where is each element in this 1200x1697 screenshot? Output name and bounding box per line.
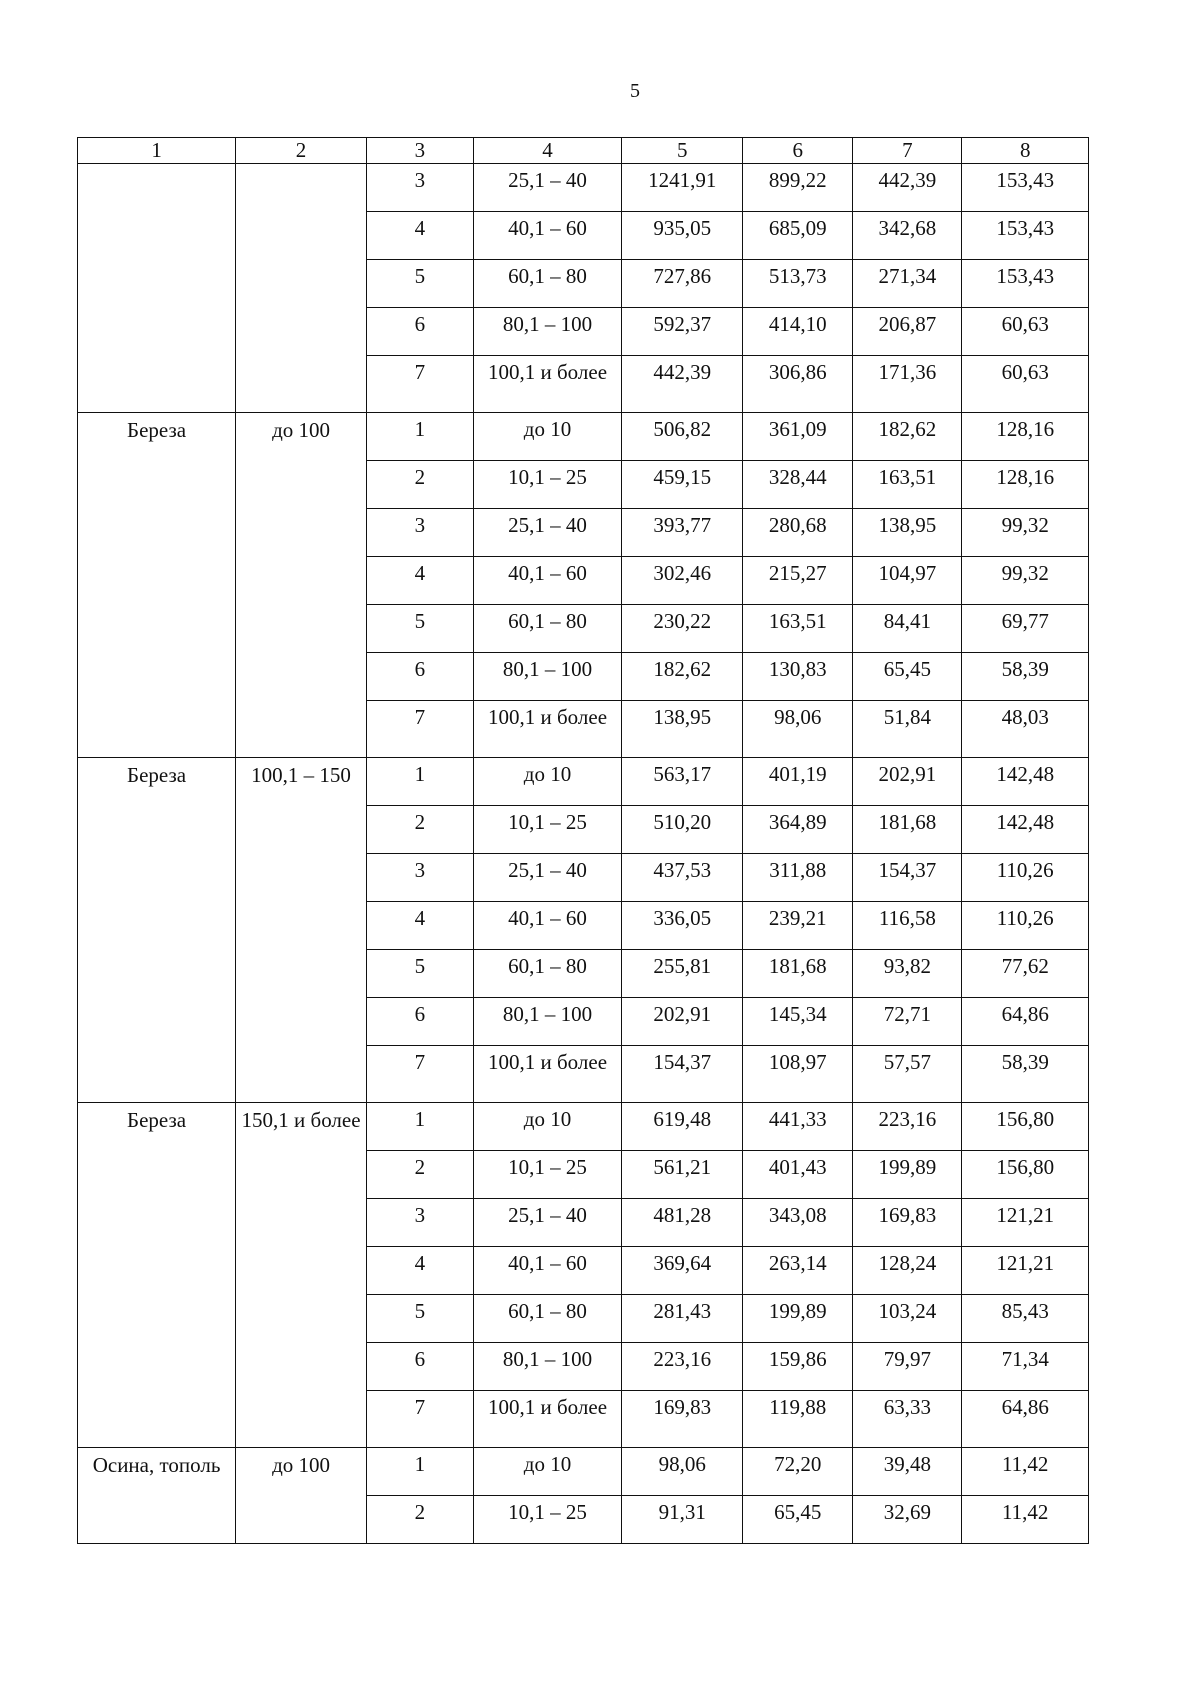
- class-number-cell: 6: [366, 998, 473, 1046]
- diameter-range-cell: 150,1 и более: [236, 1103, 367, 1448]
- value-col7-cell: 442,39: [853, 164, 962, 212]
- height-range-cell: 100,1 и более: [473, 701, 621, 758]
- value-col8-cell: 128,16: [962, 413, 1089, 461]
- height-range-cell: 10,1 – 25: [473, 806, 621, 854]
- value-col8-cell: 77,62: [962, 950, 1089, 998]
- value-col8-cell: 85,43: [962, 1295, 1089, 1343]
- class-number-cell: 6: [366, 308, 473, 356]
- value-col7-cell: 202,91: [853, 758, 962, 806]
- value-col8-cell: 60,63: [962, 356, 1089, 413]
- height-range-cell: 25,1 – 40: [473, 509, 621, 557]
- class-number-cell: 2: [366, 1151, 473, 1199]
- diameter-range-cell: 100,1 – 150: [236, 758, 367, 1103]
- value-col8-cell: 48,03: [962, 701, 1089, 758]
- class-number-cell: 1: [366, 1448, 473, 1496]
- class-number-cell: 3: [366, 854, 473, 902]
- value-col8-cell: 153,43: [962, 212, 1089, 260]
- diameter-range-cell: до 100: [236, 1448, 367, 1544]
- species-cell: [78, 164, 236, 413]
- value-col5-cell: 302,46: [622, 557, 743, 605]
- value-col6-cell: 441,33: [743, 1103, 853, 1151]
- table-row: [78, 758, 1089, 806]
- header-cell: 4: [473, 138, 621, 164]
- value-col7-cell: 93,82: [853, 950, 962, 998]
- value-col8-cell: 128,16: [962, 461, 1089, 509]
- value-col6-cell: 685,09: [743, 212, 853, 260]
- class-number-cell: 5: [366, 260, 473, 308]
- class-number-cell: 1: [366, 413, 473, 461]
- value-col5-cell: 91,31: [622, 1496, 743, 1544]
- value-col8-cell: 121,21: [962, 1247, 1089, 1295]
- value-col8-cell: 121,21: [962, 1199, 1089, 1247]
- value-col7-cell: 171,36: [853, 356, 962, 413]
- height-range-cell: 60,1 – 80: [473, 605, 621, 653]
- class-number-cell: 2: [366, 1496, 473, 1544]
- class-number-cell: 7: [366, 1046, 473, 1103]
- value-col7-cell: 104,97: [853, 557, 962, 605]
- header-cell: 8: [962, 138, 1089, 164]
- height-range-cell: 80,1 – 100: [473, 1343, 621, 1391]
- value-col5-cell: 561,21: [622, 1151, 743, 1199]
- value-col7-cell: 138,95: [853, 509, 962, 557]
- class-number-cell: 4: [366, 557, 473, 605]
- height-range-cell: 80,1 – 100: [473, 653, 621, 701]
- class-number-cell: 1: [366, 1103, 473, 1151]
- value-col8-cell: 69,77: [962, 605, 1089, 653]
- class-number-cell: 2: [366, 461, 473, 509]
- value-col6-cell: 65,45: [743, 1496, 853, 1544]
- value-col6-cell: 130,83: [743, 653, 853, 701]
- value-col5-cell: 1241,91: [622, 164, 743, 212]
- value-col5-cell: 506,82: [622, 413, 743, 461]
- value-col5-cell: 182,62: [622, 653, 743, 701]
- value-col8-cell: 156,80: [962, 1151, 1089, 1199]
- class-number-cell: 7: [366, 701, 473, 758]
- value-col7-cell: 103,24: [853, 1295, 962, 1343]
- value-col8-cell: 64,86: [962, 998, 1089, 1046]
- class-number-cell: 5: [366, 1295, 473, 1343]
- header-cell: 2: [236, 138, 367, 164]
- diameter-range-cell: [236, 164, 367, 413]
- height-range-cell: 40,1 – 60: [473, 1247, 621, 1295]
- value-col6-cell: 343,08: [743, 1199, 853, 1247]
- height-range-cell: 100,1 и более: [473, 1046, 621, 1103]
- value-col5-cell: 619,48: [622, 1103, 743, 1151]
- value-col8-cell: 11,42: [962, 1496, 1089, 1544]
- value-col5-cell: 510,20: [622, 806, 743, 854]
- value-col7-cell: 65,45: [853, 653, 962, 701]
- value-col6-cell: 306,86: [743, 356, 853, 413]
- value-col7-cell: 116,58: [853, 902, 962, 950]
- header-cell: 7: [853, 138, 962, 164]
- value-col5-cell: 563,17: [622, 758, 743, 806]
- value-col7-cell: 51,84: [853, 701, 962, 758]
- value-col8-cell: 142,48: [962, 806, 1089, 854]
- class-number-cell: 1: [366, 758, 473, 806]
- value-col7-cell: 128,24: [853, 1247, 962, 1295]
- height-range-cell: 10,1 – 25: [473, 461, 621, 509]
- value-col7-cell: 181,68: [853, 806, 962, 854]
- header-cell: 1: [78, 138, 236, 164]
- value-col5-cell: 202,91: [622, 998, 743, 1046]
- value-col7-cell: 342,68: [853, 212, 962, 260]
- value-col8-cell: 153,43: [962, 260, 1089, 308]
- value-col7-cell: 57,57: [853, 1046, 962, 1103]
- value-col8-cell: 156,80: [962, 1103, 1089, 1151]
- height-range-cell: до 10: [473, 758, 621, 806]
- height-range-cell: 25,1 – 40: [473, 854, 621, 902]
- value-col5-cell: 223,16: [622, 1343, 743, 1391]
- value-col6-cell: 145,34: [743, 998, 853, 1046]
- value-col7-cell: 32,69: [853, 1496, 962, 1544]
- value-col5-cell: 281,43: [622, 1295, 743, 1343]
- height-range-cell: 10,1 – 25: [473, 1496, 621, 1544]
- class-number-cell: 4: [366, 902, 473, 950]
- value-col6-cell: 199,89: [743, 1295, 853, 1343]
- value-col7-cell: 199,89: [853, 1151, 962, 1199]
- value-col6-cell: 328,44: [743, 461, 853, 509]
- class-number-cell: 3: [366, 164, 473, 212]
- value-col5-cell: 935,05: [622, 212, 743, 260]
- rates-table-container: [77, 137, 1089, 1544]
- value-col7-cell: 39,48: [853, 1448, 962, 1496]
- height-range-cell: 100,1 и более: [473, 1391, 621, 1448]
- value-col8-cell: 58,39: [962, 653, 1089, 701]
- class-number-cell: 5: [366, 950, 473, 998]
- value-col5-cell: 437,53: [622, 854, 743, 902]
- height-range-cell: до 10: [473, 1448, 621, 1496]
- class-number-cell: 3: [366, 1199, 473, 1247]
- value-col5-cell: 169,83: [622, 1391, 743, 1448]
- header-cell: 6: [743, 138, 853, 164]
- value-col8-cell: 11,42: [962, 1448, 1089, 1496]
- value-col5-cell: 459,15: [622, 461, 743, 509]
- class-number-cell: 6: [366, 1343, 473, 1391]
- value-col5-cell: 442,39: [622, 356, 743, 413]
- table-row: [78, 164, 1089, 212]
- species-cell: Береза: [78, 413, 236, 758]
- header-cell: 3: [366, 138, 473, 164]
- value-col6-cell: 263,14: [743, 1247, 853, 1295]
- height-range-cell: 60,1 – 80: [473, 950, 621, 998]
- value-col5-cell: 336,05: [622, 902, 743, 950]
- height-range-cell: 60,1 – 80: [473, 1295, 621, 1343]
- value-col6-cell: 108,97: [743, 1046, 853, 1103]
- table-body: [78, 164, 1089, 1544]
- rates-table: [77, 137, 1089, 1544]
- value-col8-cell: 110,26: [962, 854, 1089, 902]
- header-cell: 5: [622, 138, 743, 164]
- value-col8-cell: 99,32: [962, 557, 1089, 605]
- value-col7-cell: 223,16: [853, 1103, 962, 1151]
- height-range-cell: 40,1 – 60: [473, 557, 621, 605]
- value-col5-cell: 481,28: [622, 1199, 743, 1247]
- value-col5-cell: 230,22: [622, 605, 743, 653]
- class-number-cell: 4: [366, 212, 473, 260]
- class-number-cell: 3: [366, 509, 473, 557]
- value-col5-cell: 592,37: [622, 308, 743, 356]
- value-col8-cell: 153,43: [962, 164, 1089, 212]
- value-col7-cell: 79,97: [853, 1343, 962, 1391]
- value-col7-cell: 206,87: [853, 308, 962, 356]
- value-col7-cell: 271,34: [853, 260, 962, 308]
- class-number-cell: 6: [366, 653, 473, 701]
- class-number-cell: 5: [366, 605, 473, 653]
- diameter-range-cell: до 100: [236, 413, 367, 758]
- value-col6-cell: 513,73: [743, 260, 853, 308]
- value-col6-cell: 72,20: [743, 1448, 853, 1496]
- value-col6-cell: 401,19: [743, 758, 853, 806]
- value-col7-cell: 169,83: [853, 1199, 962, 1247]
- height-range-cell: 40,1 – 60: [473, 902, 621, 950]
- value-col5-cell: 255,81: [622, 950, 743, 998]
- value-col6-cell: 159,86: [743, 1343, 853, 1391]
- value-col6-cell: 364,89: [743, 806, 853, 854]
- height-range-cell: 100,1 и более: [473, 356, 621, 413]
- value-col7-cell: 154,37: [853, 854, 962, 902]
- class-number-cell: 7: [366, 356, 473, 413]
- height-range-cell: 80,1 – 100: [473, 308, 621, 356]
- class-number-cell: 2: [366, 806, 473, 854]
- class-number-cell: 7: [366, 1391, 473, 1448]
- value-col6-cell: 280,68: [743, 509, 853, 557]
- value-col6-cell: 215,27: [743, 557, 853, 605]
- height-range-cell: 40,1 – 60: [473, 212, 621, 260]
- value-col6-cell: 181,68: [743, 950, 853, 998]
- value-col8-cell: 71,34: [962, 1343, 1089, 1391]
- value-col6-cell: 119,88: [743, 1391, 853, 1448]
- value-col6-cell: 311,88: [743, 854, 853, 902]
- value-col8-cell: 99,32: [962, 509, 1089, 557]
- species-cell: Береза: [78, 758, 236, 1103]
- value-col6-cell: 899,22: [743, 164, 853, 212]
- value-col6-cell: 98,06: [743, 701, 853, 758]
- value-col7-cell: 84,41: [853, 605, 962, 653]
- page-number: 5: [630, 80, 640, 102]
- value-col5-cell: 98,06: [622, 1448, 743, 1496]
- value-col5-cell: 727,86: [622, 260, 743, 308]
- value-col7-cell: 163,51: [853, 461, 962, 509]
- height-range-cell: 10,1 – 25: [473, 1151, 621, 1199]
- value-col8-cell: 142,48: [962, 758, 1089, 806]
- height-range-cell: 25,1 – 40: [473, 164, 621, 212]
- value-col6-cell: 239,21: [743, 902, 853, 950]
- height-range-cell: до 10: [473, 1103, 621, 1151]
- value-col5-cell: 369,64: [622, 1247, 743, 1295]
- value-col6-cell: 361,09: [743, 413, 853, 461]
- value-col8-cell: 64,86: [962, 1391, 1089, 1448]
- height-range-cell: 60,1 – 80: [473, 260, 621, 308]
- table-row: [78, 1103, 1089, 1151]
- value-col6-cell: 414,10: [743, 308, 853, 356]
- value-col6-cell: 401,43: [743, 1151, 853, 1199]
- species-cell: Осина, тополь: [78, 1448, 236, 1544]
- table-row: [78, 1448, 1089, 1496]
- value-col5-cell: 154,37: [622, 1046, 743, 1103]
- header-row: [78, 138, 1089, 164]
- value-col7-cell: 63,33: [853, 1391, 962, 1448]
- value-col5-cell: 393,77: [622, 509, 743, 557]
- value-col7-cell: 72,71: [853, 998, 962, 1046]
- value-col7-cell: 182,62: [853, 413, 962, 461]
- table-row: [78, 413, 1089, 461]
- value-col5-cell: 138,95: [622, 701, 743, 758]
- value-col8-cell: 60,63: [962, 308, 1089, 356]
- height-range-cell: 25,1 – 40: [473, 1199, 621, 1247]
- height-range-cell: до 10: [473, 413, 621, 461]
- height-range-cell: 80,1 – 100: [473, 998, 621, 1046]
- value-col8-cell: 58,39: [962, 1046, 1089, 1103]
- value-col8-cell: 110,26: [962, 902, 1089, 950]
- class-number-cell: 4: [366, 1247, 473, 1295]
- species-cell: Береза: [78, 1103, 236, 1448]
- value-col6-cell: 163,51: [743, 605, 853, 653]
